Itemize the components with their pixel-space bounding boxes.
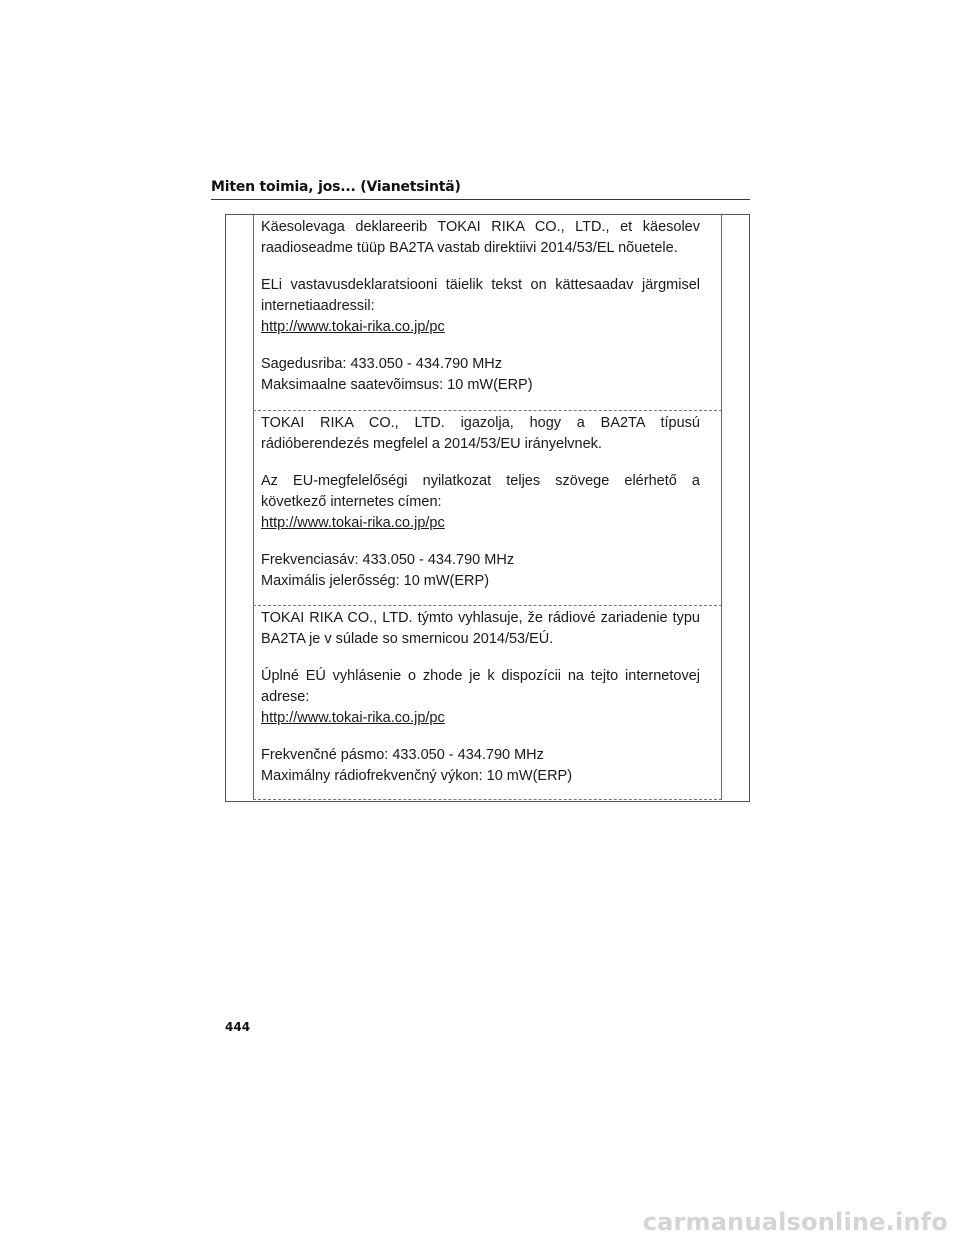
declaration-link[interactable]: http://www.tokai-rika.co.jp/pc (261, 710, 445, 726)
page-number: 444 (225, 1020, 251, 1034)
declaration-link[interactable]: http://www.tokai-rika.co.jp/pc (261, 515, 445, 531)
declaration-block-estonian (253, 214, 722, 410)
declaration-statement: TOKAI RIKA CO., LTD. igazolja, hogy a BA2TA típusú rádióberendezés megfelel a 2014/53/EU irányelvnek. (261, 415, 700, 452)
declaration-full-text-note: ELi vastavusdeklaratsiooni täielik tekst on kättesaadav järgmisel internetiaadressil: (261, 277, 700, 314)
declaration-block-slovak (253, 605, 722, 800)
max-power: Maximális jelerősség: 10 mW(ERP) (261, 573, 490, 589)
frequency-band: Frekvenčné pásmo: 433.050 - 434.790 MHz (261, 747, 544, 763)
frequency-band: Frekvenciasáv: 433.050 - 434.790 MHz (261, 552, 515, 568)
max-power: Maksimaalne saatevõimsus: 10 mW(ERP) (261, 377, 533, 393)
declaration-block-hungarian (253, 410, 722, 605)
page-header-title: Miten toimia, jos... (Vianetsintä) (211, 179, 461, 195)
frequency-band: Sagedusriba: 433.050 - 434.790 MHz (261, 356, 503, 372)
declaration-statement: TOKAI RIKA CO., LTD. týmto vyhlasuje, že rádiové zariadenie typu BA2TA je v súlade so smernicou 2014/53/EÚ. (261, 610, 700, 647)
declaration-full-text-note: Az EU-megfelelőségi nyilatkozat teljes szövege elérhető a következő internetes címen: (261, 473, 700, 510)
declaration-link[interactable]: http://www.tokai-rika.co.jp/pc (261, 319, 445, 335)
header-divider (211, 199, 750, 200)
declaration-full-text-note: Úplné EÚ vyhlásenie o zhode je k dispozícii na tejto internetovej adrese: (261, 668, 700, 705)
declaration-statement: Käesolevaga deklareerib TOKAI RIKA CO., LTD., et käesolev raadioseadme tüüp BA2TA vastab direktiivi 2014/53/EL nõuetele. (261, 219, 700, 256)
watermark: carmanualsonline.info (642, 1208, 948, 1236)
max-power: Maximálny rádiofrekvenčný výkon: 10 mW(ERP) (261, 768, 573, 784)
